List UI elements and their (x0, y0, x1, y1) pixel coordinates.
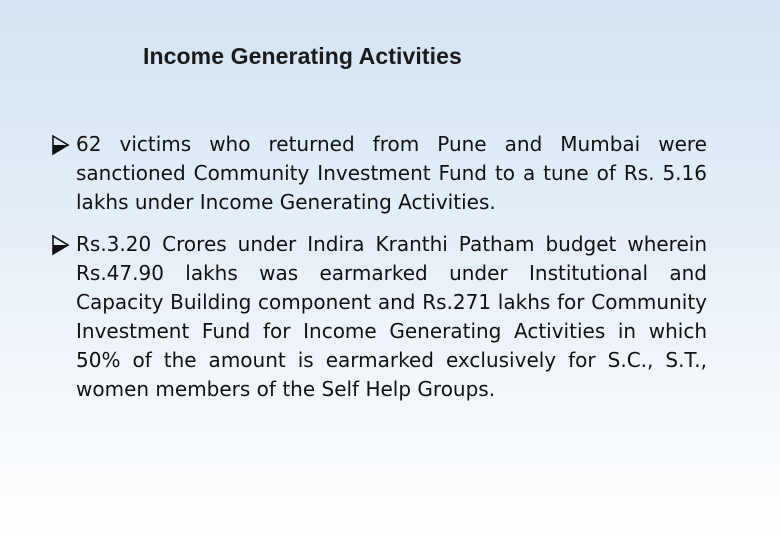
bullet-text: Rs.3.20 Crores under Indira Kranthi Patham budget wherein Rs.47.90 lakhs was earmarked under Institutional and Capacity Building component and Rs.271 lakhs for Community Investment Fund for Income Generating Activities in which 50% of the amount is earmarked exclusively for S.C., S.T., women members of the Self Help Groups. (76, 232, 707, 401)
bullet-item (45, 230, 707, 404)
slide-title: Income Generating Activities (143, 43, 462, 69)
bullet-text: 62 victims who returned from Pune and Mumbai were sanctioned Community Investment Fund to a tune of Rs. 5.16 lakhs under Income Generating Activities. (76, 132, 707, 214)
arrow-bullet-icon (51, 234, 70, 256)
bullet-list (45, 130, 707, 417)
arrow-bullet-icon (51, 134, 70, 156)
bullet-item (45, 130, 707, 217)
